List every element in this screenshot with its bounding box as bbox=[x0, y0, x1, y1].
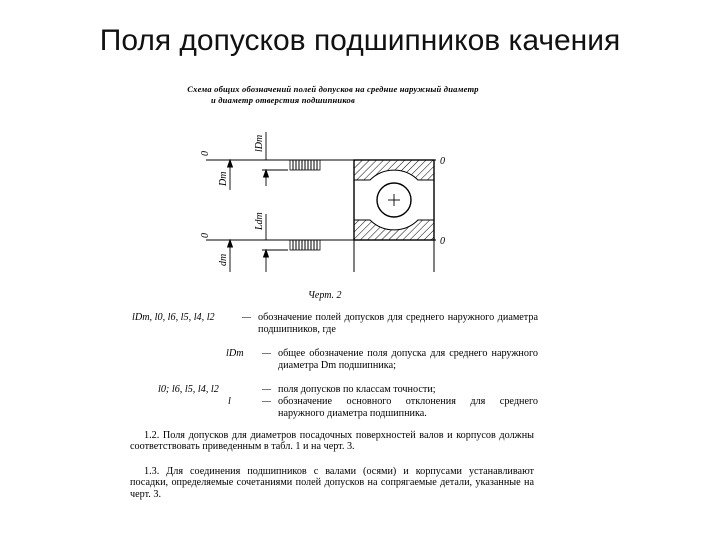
paragraph-1-3: 1.3. Для соединения подшипников с валами (осями) и корпусами устанавливают посадки, определяемые сочетаниями полей допусков на сопрягаемые детали, указанные на черт. 3. bbox=[130, 466, 534, 500]
definition-term: l bbox=[228, 396, 231, 407]
definition-text: обозначение полей допусков для среднего наружного диаметра подшипников, где bbox=[258, 312, 538, 335]
tolerance-field-outer bbox=[290, 160, 320, 170]
tolerance-field-inner bbox=[290, 240, 320, 250]
caption-line-1: Схема общих обозначений полей допусков на средние наружный диаметр bbox=[187, 84, 479, 94]
definition-text: поля допусков по классам точности; bbox=[278, 384, 436, 395]
definition-term: l0; l6, l5, l4, l2 bbox=[158, 384, 219, 395]
definition-dash: — bbox=[262, 384, 272, 395]
label-zero-bottom: 0 bbox=[200, 233, 211, 238]
definition-text: общее обозначение поля допуска для среднего наружного диаметра Dm подшипника; bbox=[278, 348, 538, 371]
definition-text: обозначение основного отклонения для среднего наружного диаметра подшипника. bbox=[278, 396, 538, 419]
bearing-tolerance-diagram bbox=[188, 122, 458, 282]
dimension-arrows bbox=[228, 132, 289, 272]
label-dev-d: Ldm bbox=[254, 212, 265, 230]
bearing-cross-section bbox=[354, 160, 434, 272]
slide-title: Поля допусков подшипников качения bbox=[99, 24, 621, 57]
paragraph-1-2: 1.2. Поля допусков для диаметров посадочных поверхностей валов и корпусов должны соответствовать приведенным в табл. 1 и на черт. 3. bbox=[130, 430, 534, 453]
figure-label: Черт. 2 bbox=[308, 290, 342, 301]
definition-dash: — bbox=[262, 396, 272, 407]
label-dim-d: dm bbox=[218, 253, 229, 266]
definition-term: lDm bbox=[226, 348, 244, 359]
label-line-bottom-right: 0 bbox=[440, 236, 445, 247]
label-dim-D: Dm bbox=[218, 171, 229, 186]
definition-dash: — bbox=[262, 348, 272, 359]
caption-line-2: и диаметр отверстия подшипников bbox=[210, 95, 355, 105]
definition-term: lDm, l0, l6, l5, l4, l2 bbox=[132, 312, 215, 323]
label-line-top-right: 0 bbox=[440, 156, 445, 167]
definition-dash: — bbox=[242, 312, 252, 323]
scanned-document bbox=[128, 78, 548, 514]
label-dev-D: lDm bbox=[254, 134, 265, 152]
label-zero-top: 0 bbox=[200, 151, 211, 156]
